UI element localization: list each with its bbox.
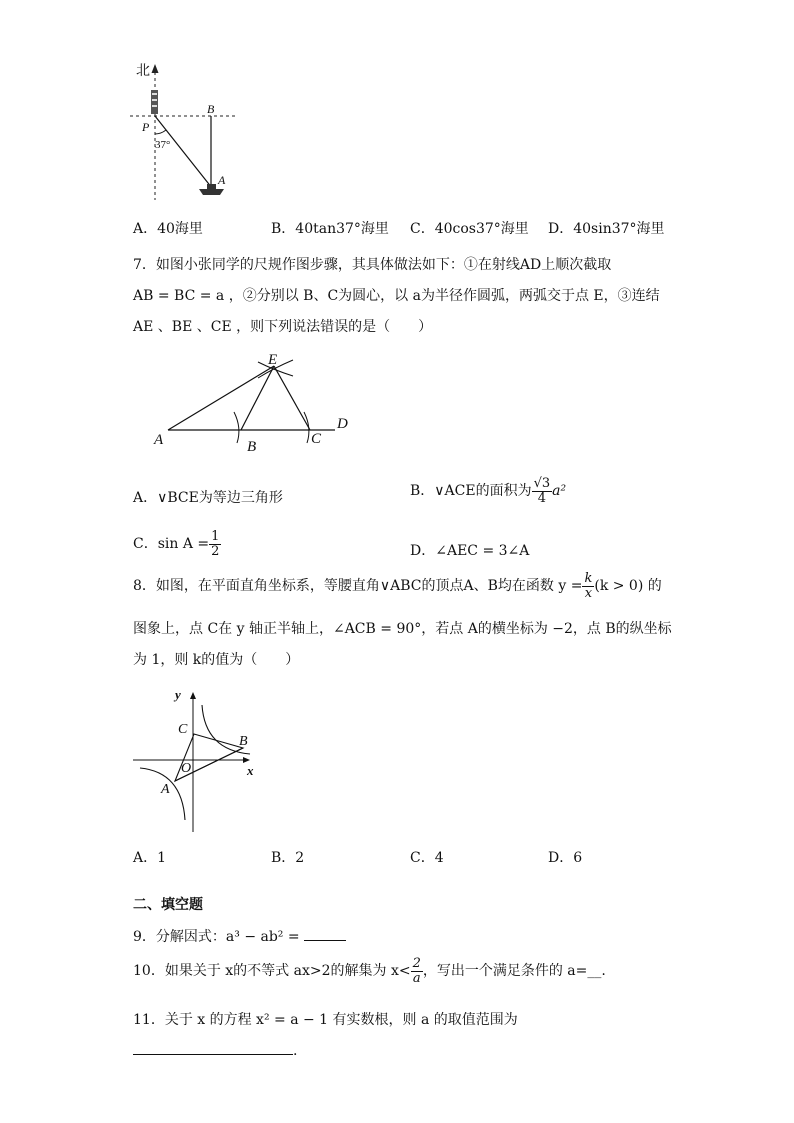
q9-text — [133, 926, 346, 946]
origin-label: O — [181, 761, 192, 776]
q7-option-a: A．∨BCE为等边三角形 — [133, 490, 283, 506]
point-a-label: A — [218, 173, 226, 187]
fraction-denominator: a — [412, 970, 421, 986]
q10-text — [133, 957, 606, 985]
point-c-label: C — [311, 431, 322, 447]
point-b-label: B — [247, 439, 257, 455]
fraction-denominator: x — [584, 585, 593, 601]
point-b-label: B — [239, 734, 248, 749]
q9-prompt: 9．分解因式：a³ − ab² = — [133, 929, 300, 945]
y-axis-label: y — [175, 687, 181, 702]
section-title: 二、填空题 — [133, 897, 203, 913]
q8-option-d: D．6 — [548, 850, 583, 866]
x-axis-label: x — [247, 763, 254, 778]
q7-option-d: D．∠AEC = 3∠A — [410, 543, 530, 559]
point-c-label: C — [178, 722, 188, 737]
q8-line1-suffix: (k > 0) 的 — [594, 578, 662, 595]
point-a-label: A — [154, 432, 164, 448]
point-d-label: D — [337, 416, 348, 432]
q6-option-b: B．40tan37°海里 — [271, 221, 389, 237]
q8-line2: 图象上，点 C在 y 轴正半轴上，∠ACB = 90°，若点 A的横坐标为 −2，点 B的纵坐标 — [133, 621, 672, 637]
fraction-numerator: k — [584, 571, 593, 586]
q11-answer-line — [133, 1040, 297, 1059]
point-e-label: E — [268, 352, 278, 368]
fraction-numerator: 1 — [211, 529, 220, 544]
q7-option-b-prefix: B．∨ACE的面积为 — [410, 483, 532, 500]
fraction-numerator: 2 — [412, 956, 421, 971]
q7-option-b-suffix: a² — [552, 483, 567, 500]
fraction-denominator: 4 — [537, 490, 546, 506]
point-b-label: B — [207, 102, 215, 116]
q7-line1: 7．如图小张同学的尺规作图步骤，其具体做法如下：①在射线AD上顺次截取 — [133, 257, 612, 273]
north-label: 北 — [136, 64, 150, 79]
q9-answer-blank[interactable] — [304, 928, 346, 941]
q10-fraction — [411, 957, 423, 985]
q10-suffix: ，写出一个满足条件的 a=__. — [422, 963, 606, 980]
fraction-denominator: 2 — [211, 543, 220, 559]
q11-period: . — [293, 1043, 298, 1059]
point-a-label: A — [161, 782, 170, 797]
q8-line1-prefix: 8．如图，在平面直角坐标系，等腰直角∨ABC的顶点A、B均在函数 y = — [133, 578, 583, 595]
q6-option-c: C．40cos37°海里 — [410, 221, 529, 237]
q11-answer-blank[interactable] — [133, 1040, 293, 1055]
fraction-numerator: √3 — [533, 476, 551, 491]
q8-line3: 为 1，则 k的值为（ ） — [133, 652, 300, 668]
point-p-label: P — [142, 120, 150, 134]
y-axis-arrow-icon — [190, 692, 196, 699]
q6-option-a: A．40海里 — [133, 221, 203, 237]
q8-option-c: C．4 — [410, 850, 444, 866]
q11-text: 11．关于 x 的方程 x² = a − 1 有实数根，则 a 的取值范围为 — [133, 1012, 518, 1028]
angle-label: 37° — [155, 139, 171, 151]
q8-option-a: A．1 — [133, 850, 167, 866]
q7-line2: AB = BC = a ，②分别以 B、C为圆心，以 a为半径作圆弧，两弧交于点 E，③连结 — [133, 288, 660, 304]
q8-option-b: B．2 — [271, 850, 305, 866]
q6-option-d: D．40sin37°海里 — [548, 221, 665, 237]
q7-line3: AE 、BE 、CE ，则下列说法错误的是（ ） — [133, 319, 433, 335]
q7-option-c-prefix: C．sin A = — [133, 536, 210, 553]
q10-prefix: 10．如果关于 x的不等式 ax>2的解集为 x< — [133, 963, 411, 980]
